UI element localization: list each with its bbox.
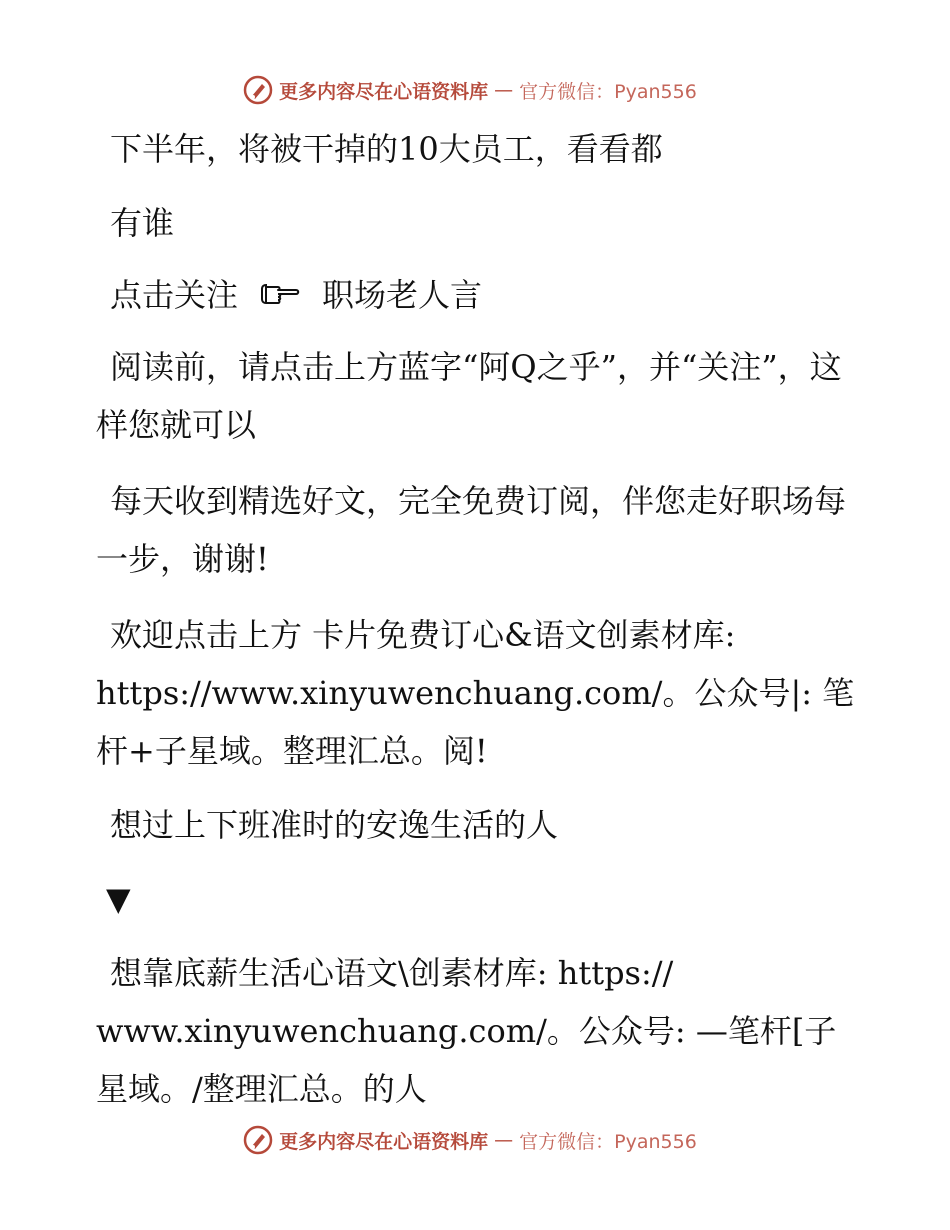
down-triangle-icon — [106, 870, 131, 928]
follow-line — [96, 266, 482, 324]
pointing-hand-icon — [258, 281, 300, 309]
header-banner-content — [243, 75, 697, 105]
footer-banner-content — [243, 1125, 697, 1155]
section1-heading: 想过上下班准时的安逸生活的人 — [110, 806, 559, 844]
arrow-glyph: ▼ — [106, 880, 131, 918]
pen-logo-icon — [243, 1125, 273, 1155]
follow-prefix[interactable]: 点击关注 — [110, 276, 239, 314]
pen-logo-icon — [243, 75, 273, 105]
daily-notice: 每天收到精选好文，完全免费订阅，伴您走好职场每一步，谢谢! — [96, 482, 847, 578]
header-banner-text: 更多内容尽在心语资料库 — [279, 80, 489, 103]
footer-banner — [0, 1120, 950, 1160]
header-banner-dash: — — [494, 79, 514, 101]
article-title-line2: 有谁 — [110, 204, 175, 242]
header-banner-account: 官方微信：Pyan556 — [519, 80, 697, 103]
follow-suffix[interactable]: 职场老人言 — [322, 276, 483, 314]
read-notice: 阅读前，请点击上方蓝字“阿Q之乎”，并“关注”，这样您就可以 — [96, 348, 842, 444]
footer-banner-text: 更多内容尽在心语资料库 — [279, 1130, 489, 1153]
welcome-notice: 欢迎点击上方 卡片免费订心&语文创素材库: https://www.xinyuwenchuang.com/。公众号|: 笔杆+子星域。整理汇总。阅! — [96, 616, 855, 770]
section2-text: 想靠底薪生活心语文\创素材库: https:// www.xinyuwenchuang.com/。公众号: —笔杆[子星域。/整理汇总。的人 — [96, 954, 837, 1108]
footer-banner-dash: — — [494, 1129, 514, 1151]
footer-banner-account: 官方微信：Pyan556 — [519, 1130, 697, 1153]
header-banner — [0, 70, 950, 110]
article-title-line1: 下半年，将被干掉的10大员工，看看都 — [110, 130, 663, 168]
